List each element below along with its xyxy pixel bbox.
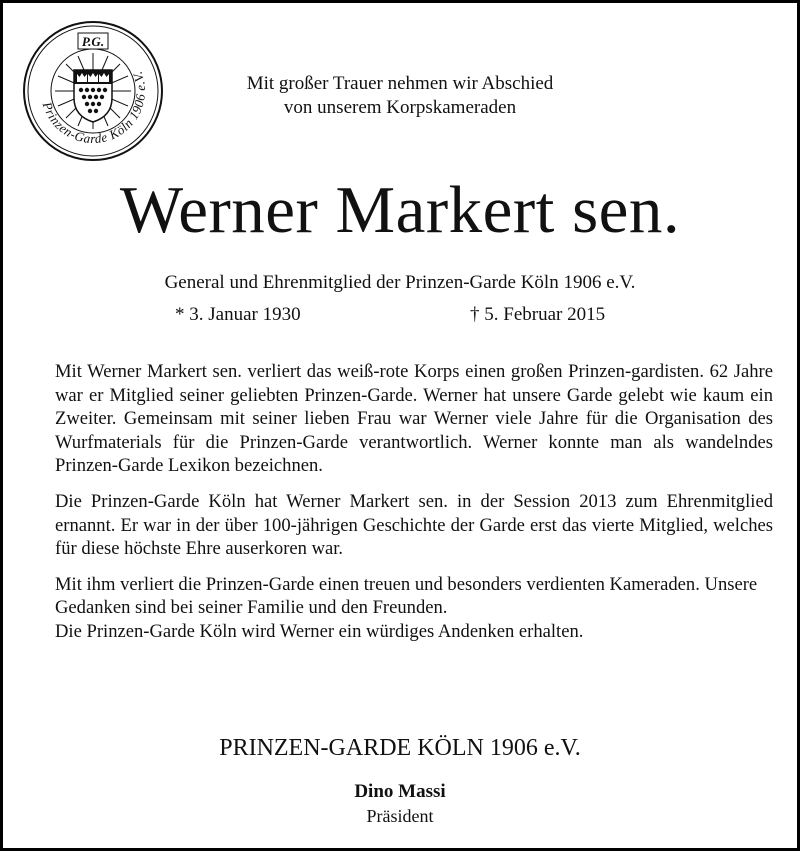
svg-text:P.G.: P.G. (81, 34, 105, 49)
deceased-title: General und Ehrenmitglied der Prinzen-Garde Köln 1906 e.V. (164, 272, 636, 293)
svg-text:Prinzen-Garde Köln 1906 e.V.: Prinzen-Garde Köln 1906 e.V. (39, 69, 149, 147)
intro-line-1: Mit großer Trauer nehmen wir Abschied (246, 73, 554, 94)
deceased-name: Werner Markert sen. (119, 173, 681, 247)
death-date: † 5. Februar 2015 (470, 304, 606, 325)
paragraph-3 (55, 573, 773, 644)
intro-line-2: von unserem Korpskameraden (283, 97, 517, 118)
paragraph-3-sentence-a: Mit ihm verliert die Prinzen-Garde einen treuen und besonders verdienten Kameraden. Unsere Gedanken sind bei seiner Familie und den Freunden. (55, 573, 758, 619)
paragraph-3-sentence-b: Die Prinzen-Garde Köln wird Werner ein würdiges Andenken erhalten. (55, 620, 584, 642)
prinzen-garde-emblem (22, 20, 164, 162)
intro-text (190, 72, 610, 120)
obituary-body (55, 360, 773, 656)
paragraph-2: Die Prinzen-Garde Köln hat Werner Markert sen. in der Session 2013 zum Ehrenmitglied ernannt. Er war in der über 100-jährigen Geschichte der Garde erst das vierte Mitglied, welches für diese höchste Ehre auserkoren war. (55, 490, 773, 560)
signer-name: Dino Massi (354, 781, 446, 802)
signer-role: Präsident (366, 806, 434, 826)
paragraph-1: Mit Werner Markert sen. verliert das weiß-rote Korps einen großen Prinzen-gardisten. 62 Jahre war er Mitglied seiner geliebten Prinzen-Garde. Werner hat unsere Garde gelebt wie kaum ein Zweiter. Gemeinsam mit seiner lieben Frau war Werner viele Jahre für die Organisation des Wurfmaterials für die Prinzen-Garde verantwortlich. Werner konnte man als wandelndes Prinzen-Garde Lexikon bezeichnen. (55, 361, 773, 477)
organization-name: PRINZEN-GARDE KÖLN 1906 e.V. (219, 735, 581, 761)
birth-date: * 3. Januar 1930 (175, 304, 301, 325)
